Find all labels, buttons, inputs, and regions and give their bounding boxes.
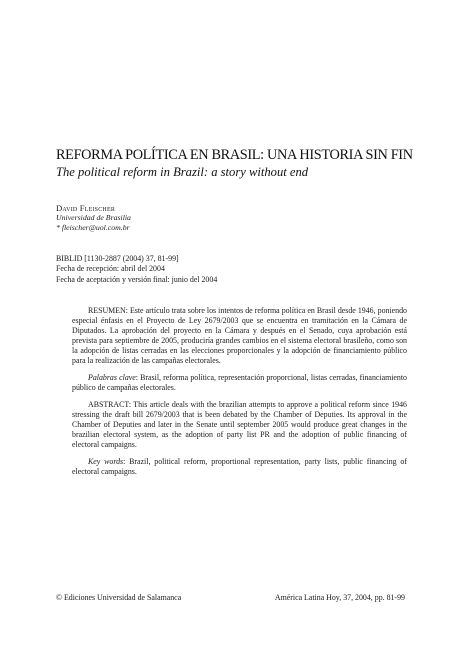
keywords-spanish-label: Palabras clave — [88, 373, 136, 383]
received-date: Fecha de recepción: abril del 2004 — [56, 264, 165, 274]
abstract-english: ABSTRACT: This article deals with the brazilian attempts to approve a political reform since 1946 stressing the draft bill 2679/2003 that is been debated by the Chamber of Deputies. Its approval in the Chamber of Deputies and later in the Senate until september 2005 would produce great changes in the brazilian electoral system, as the adoption of party list PR and the adoption of public financing of electoral campaigns. — [72, 399, 407, 450]
article-title: REFORMA POLÍTICA EN BRASIL: UNA HISTORIA SIN FIN — [56, 147, 413, 163]
keywords-spanish-text: : Brasil, reforma política, representación proporcional, listas cerradas, financiamiento público de campañas electorales. — [72, 373, 407, 393]
article-subtitle: The political reform in Brazil: a story without end — [56, 165, 309, 179]
accepted-date: Fecha de aceptación y versión final: junio del 2004 — [56, 274, 218, 284]
biblid: BIBLID [1130-2887 (2004) 37, 81-99] — [56, 254, 179, 263]
keywords-spanish — [72, 373, 407, 393]
author-name: David Fleischer — [56, 203, 116, 213]
keywords-english-text: : Brazil, political reform, proportional representation, party lists, public financing of electoral campaigns. — [72, 457, 407, 477]
abstract-block — [72, 306, 407, 484]
abstract-spanish: RESUMEN: Este artículo trata sobre los intentos de reforma política en Brasil desde 1946, poniendo especial énfasis en el Proyecto de Ley 2679/2003 que se encuentra en tramitación en la Cámara de Diputados. La aprobación del proyecto en la Cámara y después en el Senado, cuya aprobación está prevista para septiembre de 2005, produciría grandes cambios en el sistema electoral brasileño, como son la adopción de listas cerradas en las elecciones proporcionales y la adopción de financiamiento público para la realización de las campañas electorales. — [72, 306, 407, 366]
footer-citation: América Latina Hoy, 37, 2004, pp. 81-99 — [274, 593, 405, 602]
footer-copyright: © Ediciones Universidad de Salamanca — [56, 593, 182, 602]
author-email: * fleischer@uol.com.br — [56, 223, 130, 232]
keywords-english-label: Key words — [88, 457, 124, 466]
keywords-english — [72, 457, 407, 477]
publication-info — [56, 254, 217, 285]
author-affiliation: Universidad de Brasilia — [56, 213, 131, 222]
